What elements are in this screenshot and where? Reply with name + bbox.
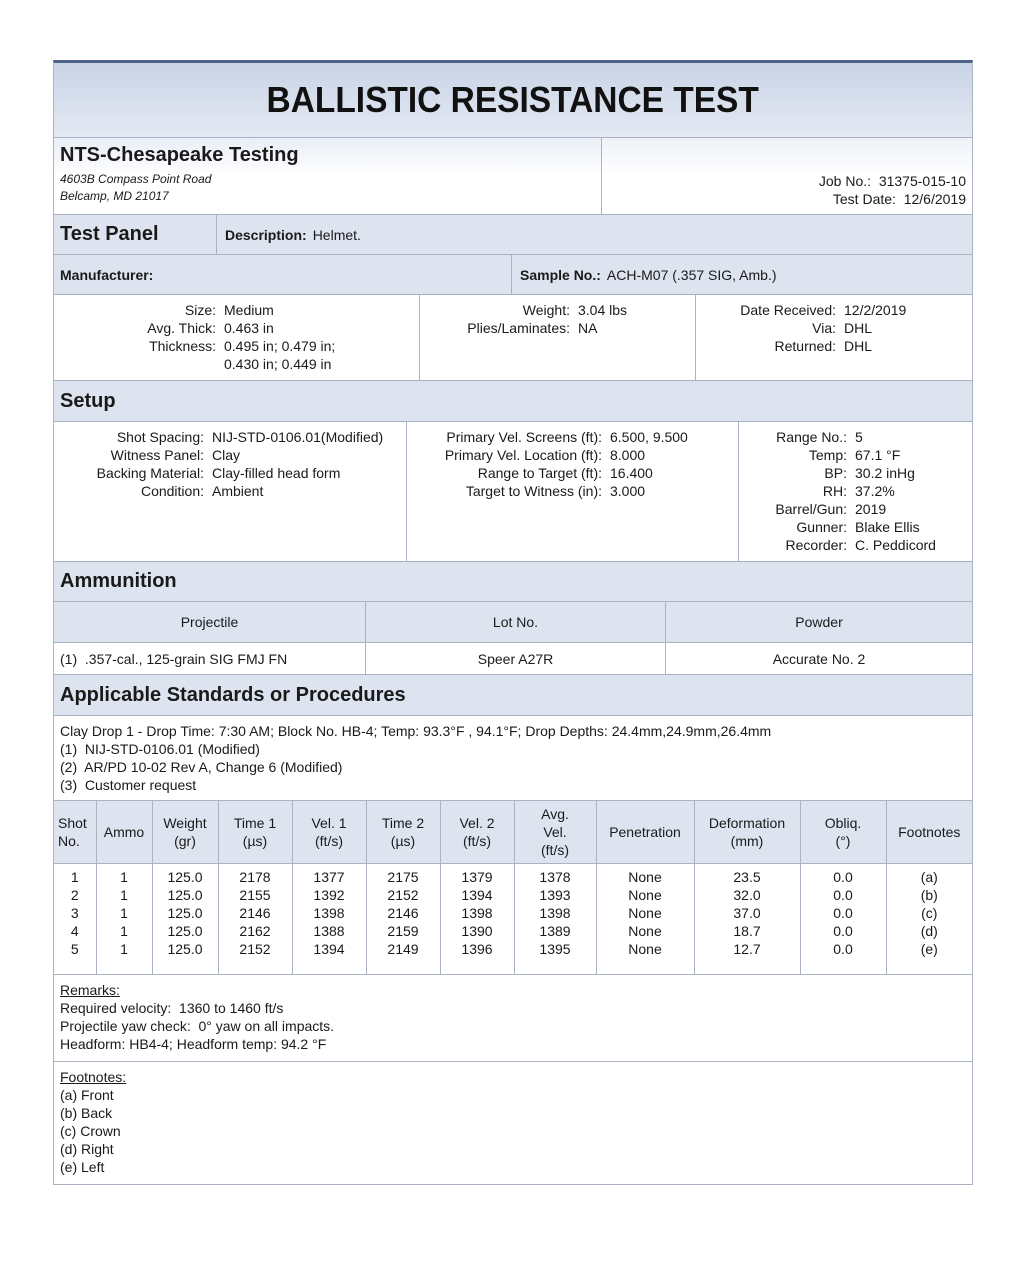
standards-list (54, 716, 972, 801)
field-row (407, 446, 738, 464)
field-value: 3.000 (610, 483, 646, 499)
field-value: 30.2 inHg (855, 465, 915, 481)
field-label: Primary Vel. Screens (ft): (446, 429, 602, 445)
remark-line: Headform: HB4-4; Headform temp: 94.2 °F (60, 1035, 327, 1052)
field-row (696, 301, 972, 319)
field-label: Range to Target (ft): (477, 465, 602, 481)
field-row (739, 428, 972, 446)
field-label: Thickness: (149, 338, 216, 354)
standard-item: (2) AR/PD 10-02 Rev A, Change 6 (Modified) (60, 759, 343, 775)
field-label: Date Received: (740, 302, 836, 318)
field-value: NIJ-STD-0106.01(Modified) (212, 429, 384, 445)
remark-line: Projectile yaw check: 0° yaw on all impacts. (60, 1017, 335, 1034)
shots-column-header: Weight (gr) (152, 801, 218, 864)
manufacturer: Manufacturer: (54, 255, 512, 294)
field-value: Blake Ellis (855, 519, 920, 535)
shots-table-wrap (54, 801, 972, 975)
field-label: Weight: (522, 302, 570, 318)
field-row (407, 464, 738, 482)
field-row (54, 337, 419, 355)
company-name: NTS-Chesapeake Testing (60, 144, 299, 166)
shots-column-header: Time 2 (µs) (366, 801, 440, 864)
shots-header-row (54, 801, 972, 864)
panel-weight-col (420, 295, 696, 380)
shots-column-values: 2178 2155 2146 2162 2152 (218, 864, 292, 974)
ammunition-row (54, 643, 972, 675)
manufacturer-row (54, 255, 972, 295)
shots-column-values: 125.0 125.0 125.0 125.0 125.0 (152, 864, 218, 974)
shots-column-header: Time 1 (µs) (218, 801, 292, 864)
field-row (739, 482, 972, 500)
field-row (739, 500, 972, 518)
shots-column-header: Footnotes (886, 801, 972, 864)
standards-header (54, 675, 972, 716)
field-row (739, 536, 972, 554)
shots-column-values: 0.0 0.0 0.0 0.0 0.0 (800, 864, 886, 974)
shots-column-values: 23.5 32.0 37.0 18.7 12.7 (694, 864, 800, 974)
field-value: 5 (855, 429, 863, 445)
standard-item: (1) NIJ-STD-0106.01 (Modified) (60, 741, 260, 757)
field-value: 2019 (855, 501, 887, 517)
shots-column-values: 1 1 1 1 1 (96, 864, 152, 974)
field-label: Target to Witness (in): (465, 483, 602, 499)
setup-heading: Setup (60, 389, 116, 412)
field-value: 12/2/2019 (844, 302, 907, 318)
field-label: Recorder: (785, 537, 847, 553)
field-value: 0.430 in; 0.449 in (224, 356, 332, 372)
setup-header (54, 381, 972, 422)
shots-column-header: Avg. Vel. (ft/s) (514, 801, 596, 864)
setup-details (54, 422, 972, 562)
shots-column-values: None None None None None (596, 864, 694, 974)
field-value: NA (578, 320, 598, 336)
field-label: Avg. Thick: (147, 320, 216, 336)
field-row (54, 319, 419, 337)
field-label: Shot Spacing: (116, 429, 204, 445)
field-row (54, 464, 406, 482)
shots-column-values: 1378 1393 1398 1389 1395 (514, 864, 596, 974)
shots-column-header: Shot No. (54, 801, 96, 864)
field-label: Gunner: (796, 519, 847, 535)
field-value: 0.463 in (224, 320, 274, 336)
field-label: Backing Material: (96, 465, 204, 481)
company-address (60, 171, 595, 205)
field-value: DHL (844, 320, 873, 336)
shots-column-values: 1379 1394 1398 1390 1396 (440, 864, 514, 974)
field-value: 0.495 in; 0.479 in; (224, 338, 336, 354)
field-label: Plies/Laminates: (467, 320, 570, 336)
field-label: Witness Panel: (110, 447, 204, 463)
shots-column-header: Deformation (mm) (694, 801, 800, 864)
address-line-2: Belcamp, MD 21017 (60, 189, 169, 203)
field-label: Condition: (140, 483, 204, 499)
field-label: Range No.: (776, 429, 847, 445)
shots-table (54, 801, 972, 974)
field-value: 8.000 (610, 447, 646, 463)
test-panel-row (54, 215, 972, 255)
standards-heading: Applicable Standards or Procedures (60, 683, 406, 706)
lot-no-header: Lot No. (366, 602, 666, 642)
field-row (54, 428, 406, 446)
projectile-value: (1) .357-cal., 125-grain SIG FMJ FN (54, 643, 366, 674)
ammunition-header (54, 562, 972, 602)
footnote-line: (a) Front (60, 1086, 114, 1103)
footnote-line: (c) Crown (60, 1122, 121, 1139)
field-label: Temp: (808, 447, 847, 463)
field-label (54, 355, 216, 373)
panel-receipt-col (696, 295, 972, 380)
field-label: RH: (822, 483, 847, 499)
company-row (54, 138, 972, 215)
shots-column-values: 1 2 3 4 5 (54, 864, 96, 974)
description-value: Helmet. (312, 226, 361, 243)
field-value: Clay-filled head form (212, 465, 341, 481)
field-label: Returned: (774, 338, 836, 354)
shots-column-header: Ammo (96, 801, 152, 864)
shots-column-header: Vel. 2 (ft/s) (440, 801, 514, 864)
field-row (54, 301, 419, 319)
shots-column-header: Obliq. (°) (800, 801, 886, 864)
field-value: 37.2% (855, 483, 895, 499)
footnote-line: (b) Back (60, 1104, 113, 1121)
footnote-line: (d) Right (60, 1140, 114, 1157)
shots-column-values: 1377 1392 1398 1388 1394 (292, 864, 366, 974)
remarks-section (54, 975, 972, 1062)
test-date: Test Date: 12/6/2019 (832, 191, 966, 207)
shots-data-row (54, 864, 972, 974)
remark-line: Required velocity: 1360 to 1460 ft/s (60, 999, 284, 1016)
shots-column-values: (a) (b) (c) (d) (e) (920, 869, 938, 957)
field-row (739, 518, 972, 536)
footnotes-section (54, 1062, 972, 1184)
report-page (53, 60, 973, 1185)
shots-column-values: 2175 2152 2146 2159 2149 (366, 864, 440, 974)
job-info (602, 138, 972, 214)
field-row (407, 428, 738, 446)
powder-header: Powder (795, 614, 843, 630)
field-row (696, 319, 972, 337)
field-label: Primary Vel. Location (ft): (444, 447, 602, 463)
powder-value: Accurate No. 2 (772, 650, 866, 667)
field-row (420, 301, 695, 319)
job-number: Job No.: 31375-015-10 (818, 173, 966, 189)
field-value: 16.400 (610, 465, 653, 481)
panel-size-col (54, 295, 420, 380)
test-panel-heading: Test Panel (54, 215, 217, 254)
field-value: Medium (224, 302, 274, 318)
field-label: BP: (824, 465, 847, 481)
remarks-title: Remarks: (60, 981, 120, 998)
field-row (407, 482, 738, 500)
ammunition-table-header (54, 602, 972, 643)
field-value: Clay (212, 447, 241, 463)
field-label: Barrel/Gun: (775, 501, 847, 517)
ammunition-heading: Ammunition (60, 570, 177, 592)
field-row (54, 482, 406, 500)
field-row (696, 337, 972, 355)
field-value: 6.500, 9.500 (610, 429, 688, 445)
address-line-1: 4603B Compass Point Road (60, 172, 212, 186)
field-row (54, 446, 406, 464)
field-value: 67.1 °F (855, 447, 901, 463)
clay-drop-line: Clay Drop 1 - Drop Time: 7:30 AM; Block No. HB-4; Temp: 93.3°F , 94.1°F; Drop Depths: 24.4mm,24.9mm,26.4mm (60, 723, 772, 739)
field-row (54, 355, 419, 373)
setup-col-1 (54, 422, 407, 561)
description: Description: Helmet. (225, 226, 361, 243)
standard-item: (3) Customer request (60, 777, 197, 793)
projectile-header: Projectile (54, 602, 366, 642)
field-value: C. Peddicord (855, 537, 936, 553)
sample-number: Sample No.: ACH-M07 (.357 SIG, Amb.) (520, 266, 777, 283)
field-label: Size: (184, 302, 216, 318)
title-row (54, 63, 972, 138)
field-row (739, 446, 972, 464)
field-row (739, 464, 972, 482)
field-row (420, 319, 695, 337)
field-value: Ambient (212, 483, 264, 499)
shots-column-header: Vel. 1 (ft/s) (292, 801, 366, 864)
setup-col-3 (739, 422, 972, 561)
shots-column-header: Penetration (596, 801, 694, 864)
field-value: 3.04 lbs (578, 302, 628, 318)
panel-properties (54, 295, 972, 381)
report-title: BALLISTIC RESISTANCE TEST (266, 79, 760, 120)
field-label: Via: (812, 320, 836, 336)
footnotes-title: Footnotes: (60, 1068, 127, 1085)
setup-col-2 (407, 422, 739, 561)
field-value: DHL (844, 338, 873, 354)
company-info (54, 138, 602, 214)
footnote-line: (e) Left (60, 1158, 105, 1175)
lot-no-value: Speer A27R (366, 643, 666, 674)
